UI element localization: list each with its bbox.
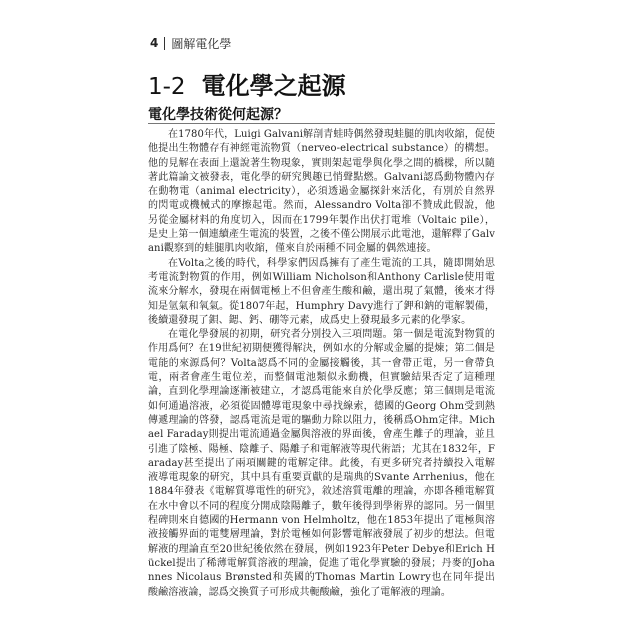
body-text [148, 128, 495, 600]
page-header [150, 33, 231, 53]
book-title: 圖解電化學 [171, 36, 232, 51]
page-number: 4 [150, 36, 159, 50]
section-title: 電化學之起源 [201, 72, 346, 100]
paragraph: 在Volta之後的時代，科學家們因爲擁有了產生電流的工具，隨即開始思考電流對物質的作用，例如William Nicholson和Anthony Carlisle使用電流來分解水，發現在兩個電極上不但會產生酸和鹼，還出現了氣體，後來才得知是氫氣和氧氣。從1807年起，Humphry Davy進行了鉀和鈉的電解製備，後續還發現了鋇、鍶、鈣、硼等元素，成爲史上發現最多元素的化學家。 [148, 257, 495, 326]
subsection-heading: 電化學技術從何起源？ [148, 107, 288, 123]
section-number: 1-2 [148, 74, 186, 100]
header-divider [164, 37, 165, 50]
heading-rule [148, 123, 495, 124]
section-heading [148, 66, 346, 100]
paragraph: 在1780年代，Luigi Galvani解剖青蛙時偶然發現蛙腿的肌肉收縮，促使他提出生物體存有神經電流物質（nerveo-electrical substance）的構想。他的見解在表面上還說著生物現象，實則架起電學與化學之間的橋樑，所以隨著此篇論文被發表，電化學的研究興趣已悄聲點燃。Galvani認爲動物體內存在動物電（animal electricity），必須透過金屬探針來活化，有別於自然界的閃電或機械式的摩擦起電。然而，Alessandro Volta卻不贊成此假說，他另從金屬材料的角度切入，因而在1799年製作出伏打電堆（Voltaic pile），是史上第一個連續產生電流的裝置，之後不僅公開展示此電池，還解釋了Galvani觀察到的蛙腿肌肉收縮，僅來自於兩種不同金屬的偶然連接。 [148, 129, 495, 255]
paragraph: 在電化學發展的初期，研究者分別投入三項問題。第一個是電流對物質的作用爲何？在19世紀初期便獲得解決，例如水的分解或金屬的提煉；第二個是電能的來源爲何？Volta認爲不同的金屬接觸後，其一會帶正電，另一會帶負電，兩者會產生電位差，而整個電池類似永動機，但實驗結果否定了這種理論，直到化學理論逐漸被建立，才認爲電能來自於化學反應；第三個則是電流如何通過溶液，必須從固體導電現象中尋找線索，德國的Georg Ohm受到熱傳遞理論的啓發，認爲電流是電的驅動力除以阻力，後稱爲Ohm定律。Michael Faraday則提出電流通過金屬與溶液的界面後，會產生離子的理論，並且引進了陰極、陽極、陰離子、陽離子和電解液等現代術語；尤其在1832年，Faraday甚至提出了兩項關鍵的電解定律。此後，有更多研究者持續投入電解液導電現象的研究，其中具有重要貢獻的是瑞典的Svante Arrhenius，他在1884年發表《電解質導電性的研究》，敘述溶質電離的理論，亦即各種電解質在水中會以不同的程度分開成陰陽離子，數年後得到學術界的認同。另一個里程碑則來自德國的Hermann von Helmholtz，他在1853年提出了電極與溶液接觸界面的電雙層理論，對於電極如何影響電解液發展了初步的想法。但電解液的理論直至20世紀後依然在發展，例如1923年Peter Debye和Erich Hückel提出了稀薄電解質溶液的理論，促進了電化學實驗的發展；丹麥的Johannes Nicolaus Brønsted和英國的Thomas Martin Lowry也在同年提出酸鹼溶液論，認爲交換質子可形成共軛酸鹼，強化了電解液的理論。 [148, 329, 495, 598]
